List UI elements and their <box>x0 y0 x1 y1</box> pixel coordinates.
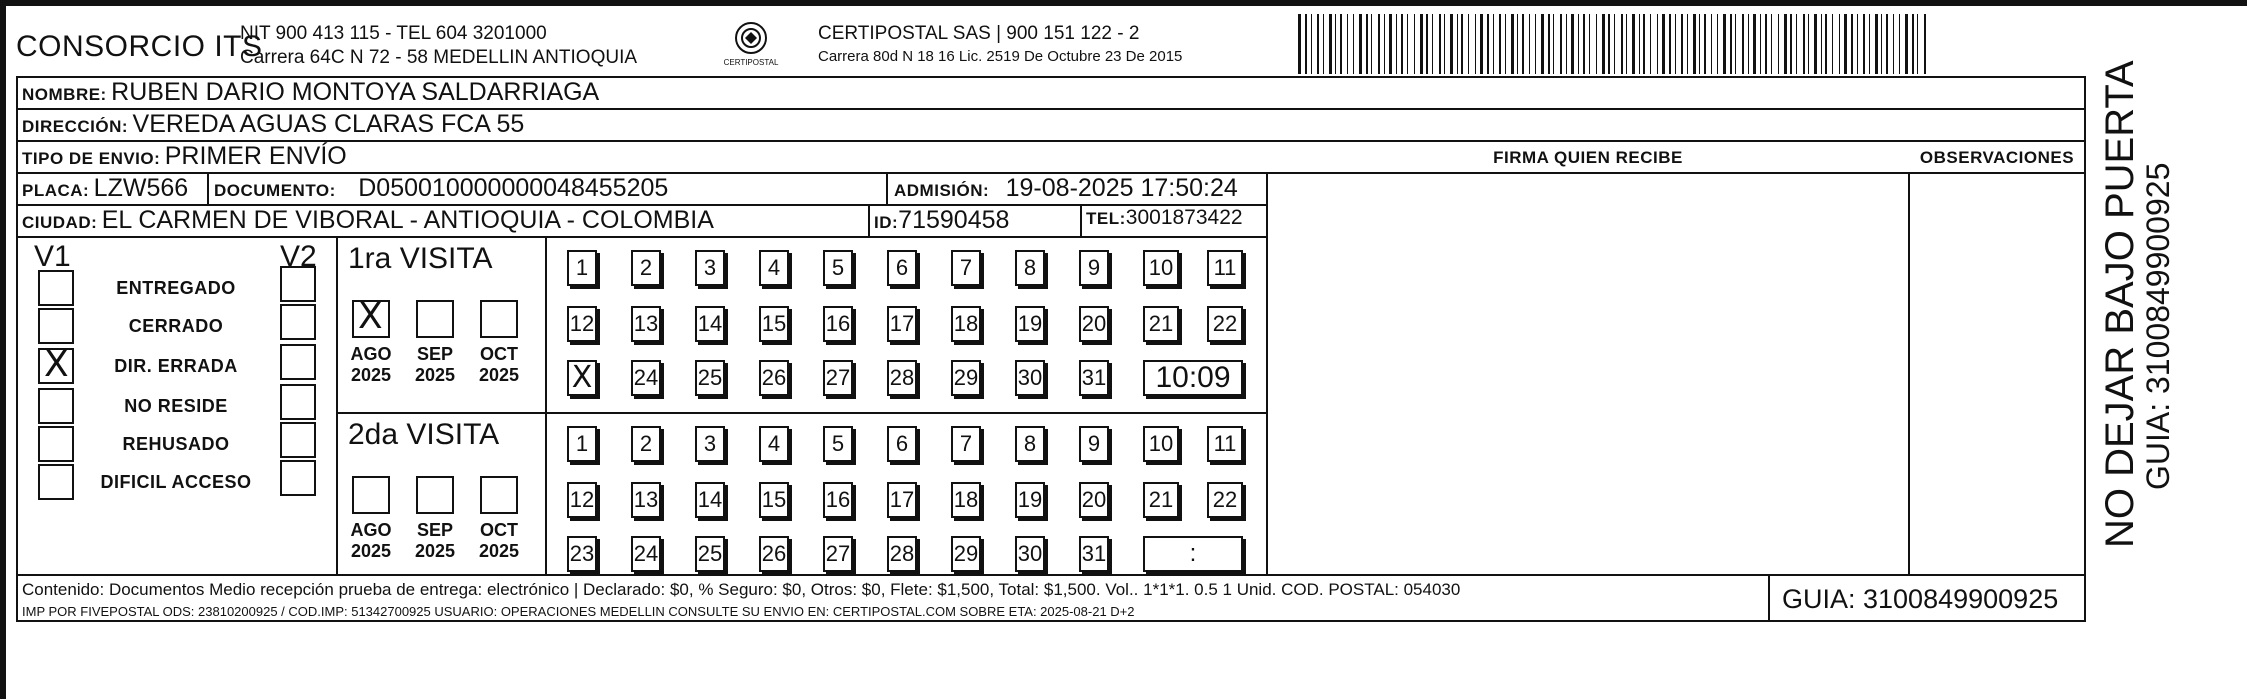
carrier-info: CERTIPOSTAL SAS | 900 151 122 - 2 <box>818 23 1140 44</box>
guia-side: GUIA: 3100849900925 <box>2140 162 2176 490</box>
no-dejar-notice: NO DEJAR BAJO PUERTA <box>2098 60 2142 548</box>
day-box[interactable]: 31 <box>1079 360 1109 396</box>
day-box[interactable]: 9 <box>1079 426 1109 462</box>
day-box[interactable]: 30 <box>1015 360 1045 396</box>
month-checkbox[interactable] <box>480 300 518 338</box>
admision-value: 19-08-2025 17:50:24 <box>1005 174 1238 202</box>
day-box[interactable]: X <box>567 360 597 396</box>
day-box[interactable]: 14 <box>695 306 725 342</box>
day-box[interactable]: 16 <box>823 482 853 518</box>
day-box[interactable]: 22 <box>1207 306 1243 342</box>
company-name: CONSORCIO ITS <box>16 30 263 63</box>
month-checkbox[interactable] <box>416 476 454 514</box>
month-label: AGO <box>350 344 392 364</box>
month-caption <box>343 344 399 386</box>
tipo-envio-field: TIPO DE ENVIO: PRIMER ENVÍO <box>22 142 347 170</box>
tel-value: 3001873422 <box>1125 206 1243 229</box>
day-box[interactable]: 26 <box>759 536 789 572</box>
day-box[interactable]: 22 <box>1207 482 1243 518</box>
direccion-field: DIRECCIÓN: VEREDA AGUAS CLARAS FCA 55 <box>22 110 525 138</box>
day-box[interactable]: 24 <box>631 536 661 572</box>
barcode <box>1298 14 1930 74</box>
documento-field: DOCUMENTO: D050010000000048455205 <box>214 174 669 202</box>
v2-header: V2 <box>280 240 317 273</box>
month-label: OCT <box>480 344 518 364</box>
month-label: OCT <box>480 520 518 540</box>
day-box[interactable]: 11 <box>1207 426 1243 462</box>
day-box[interactable]: 20 <box>1079 482 1109 518</box>
month-caption <box>471 344 527 386</box>
day-box[interactable]: 27 <box>823 360 853 396</box>
day-box[interactable]: 26 <box>759 360 789 396</box>
check-mark-icon: X <box>44 344 69 385</box>
status-label: DIR. ERRADA <box>114 356 238 376</box>
day-box[interactable]: 14 <box>695 482 725 518</box>
month-caption <box>343 520 399 562</box>
day-box[interactable]: 8 <box>1015 250 1045 286</box>
day-box[interactable]: 19 <box>1015 482 1045 518</box>
day-box[interactable]: 10 <box>1143 426 1179 462</box>
day-box[interactable]: 7 <box>951 250 981 286</box>
month-label: SEP <box>416 344 454 364</box>
day-box[interactable]: 24 <box>631 360 661 396</box>
v1-header: V1 <box>34 240 71 273</box>
day-box[interactable]: 18 <box>951 482 981 518</box>
day-box[interactable]: 29 <box>951 536 981 572</box>
month-caption <box>407 344 463 386</box>
day-box[interactable]: 30 <box>1015 536 1045 572</box>
day-box[interactable]: 17 <box>887 306 917 342</box>
status-label: ENTREGADO <box>116 278 236 298</box>
month-label: AGO <box>350 520 392 540</box>
id-value: 71590458 <box>898 206 1010 234</box>
v2-checkbox[interactable] <box>280 384 316 420</box>
carrier-address: Carrera 80d N 18 16 Lic. 2519 De Octubre 23 De 2015 <box>818 48 1183 65</box>
guia-footer: GUIA: 3100849900925 <box>1782 584 2059 614</box>
day-box[interactable]: 19 <box>1015 306 1045 342</box>
year-label: 2025 <box>414 365 456 385</box>
nombre-value: RUBEN DARIO MONTOYA SALDARRIAGA <box>111 78 600 106</box>
year-label: 2025 <box>478 365 520 385</box>
company-nit: NIT 900 413 115 - TEL 604 3201000 <box>240 23 547 44</box>
day-box[interactable]: 15 <box>759 482 789 518</box>
month-caption <box>471 520 527 562</box>
placa-value: LZW566 <box>93 174 189 202</box>
tel-field: TEL:3001873422 <box>1086 206 1243 229</box>
status-label: REHUSADO <box>122 434 230 454</box>
day-box[interactable]: 2 <box>631 250 661 286</box>
v2-checkbox[interactable] <box>280 304 316 340</box>
status-label: CERRADO <box>128 316 224 336</box>
visit-title: 2da VISITA <box>348 418 500 451</box>
imp-text: IMP POR FIVEPOSTAL ODS: 23810200925 / COD.IMP: 51342700925 USUARIO: OPERACIONES MEDELLIN CONSULTE SU ENVIO EN: CERTIPOSTAL.COM SOBRE ETA: 2025-08-21 D+2 <box>22 604 1135 619</box>
v2-checkbox[interactable] <box>280 344 316 380</box>
day-box[interactable]: 23 <box>567 536 597 572</box>
day-box[interactable]: 31 <box>1079 536 1109 572</box>
status-label: DIFICIL ACCESO <box>100 472 252 492</box>
day-box[interactable]: 29 <box>951 360 981 396</box>
company-address: Carrera 64C N 72 - 58 MEDELLIN ANTIOQUIA <box>240 47 638 68</box>
v1-checkbox[interactable] <box>38 388 74 424</box>
month-checkbox[interactable] <box>352 476 390 514</box>
day-box[interactable]: 3 <box>695 426 725 462</box>
day-box[interactable]: 8 <box>1015 426 1045 462</box>
v2-checkbox[interactable] <box>280 266 316 302</box>
day-box[interactable]: 13 <box>631 482 661 518</box>
delivery-form <box>16 76 2086 622</box>
day-box[interactable]: 21 <box>1143 482 1179 518</box>
day-box[interactable]: 6 <box>887 426 917 462</box>
left-border <box>0 0 6 699</box>
month-caption <box>407 520 463 562</box>
day-box[interactable]: 2 <box>631 426 661 462</box>
top-border <box>0 0 2247 6</box>
day-box[interactable]: 15 <box>759 306 789 342</box>
firma-header: FIRMA QUIEN RECIBE <box>1493 148 1683 167</box>
day-box[interactable]: 25 <box>695 536 725 572</box>
admision-field: ADMISIÓN: 19-08-2025 17:50:24 <box>894 174 1238 202</box>
status-label: NO RESIDE <box>124 396 228 416</box>
day-box[interactable]: 6 <box>887 250 917 286</box>
day-box[interactable]: 17 <box>887 482 917 518</box>
day-box[interactable]: 18 <box>951 306 981 342</box>
day-box[interactable]: 10 <box>1143 250 1179 286</box>
month-checkbox[interactable] <box>416 300 454 338</box>
day-box[interactable]: 1 <box>567 250 597 286</box>
year-label: 2025 <box>478 541 520 561</box>
placa-field: PLACA: LZW566 <box>22 174 189 202</box>
time-box[interactable]: : <box>1143 536 1243 572</box>
day-box[interactable]: 12 <box>567 306 597 342</box>
v2-checkbox[interactable] <box>280 422 316 458</box>
day-box[interactable]: 28 <box>887 360 917 396</box>
day-box[interactable]: 7 <box>951 426 981 462</box>
visit-title: 1ra VISITA <box>348 242 493 275</box>
contenido-text: Contenido: Documentos Medio recepción prueba de entrega: electrónico | Declarado: $0, % Seguro: $0, Otros: $0, Flete: $1,500, Total: $1,500. Vol.. 1*1*1. 0.5 1 Unid. COD. POSTAL: 054030 <box>22 580 1461 599</box>
direccion-value: VEREDA AGUAS CLARAS FCA 55 <box>132 110 525 138</box>
year-label: 2025 <box>350 365 392 385</box>
seal-caption: CERTIPOSTAL <box>723 58 779 67</box>
v1-checkbox[interactable] <box>38 270 74 306</box>
ciudad-value: EL CARMEN DE VIBORAL - ANTIOQUIA - COLOMBIA <box>101 206 714 234</box>
check-mark-icon: X <box>358 296 383 337</box>
day-box[interactable]: 20 <box>1079 306 1109 342</box>
day-box[interactable]: 9 <box>1079 250 1109 286</box>
day-box[interactable]: 16 <box>823 306 853 342</box>
day-box[interactable]: 5 <box>823 426 853 462</box>
month-checkbox[interactable] <box>480 476 518 514</box>
day-box[interactable]: 3 <box>695 250 725 286</box>
v1-checkbox[interactable] <box>38 308 74 344</box>
nombre-field: NOMBRE: RUBEN DARIO MONTOYA SALDARRIAGA <box>22 78 600 106</box>
day-box[interactable]: 28 <box>887 536 917 572</box>
day-box[interactable]: 5 <box>823 250 853 286</box>
v1-checkbox[interactable] <box>38 344 74 385</box>
id-field: ID:71590458 <box>874 206 1010 234</box>
time-box[interactable]: 10:09 <box>1143 360 1243 396</box>
v1-checkbox[interactable] <box>38 464 74 500</box>
v1-checkbox[interactable] <box>38 426 74 462</box>
day-box[interactable]: 25 <box>695 360 725 396</box>
day-box[interactable]: 27 <box>823 536 853 572</box>
day-box[interactable]: 4 <box>759 426 789 462</box>
observaciones-header: OBSERVACIONES <box>1919 148 2075 167</box>
year-label: 2025 <box>350 541 392 561</box>
day-box[interactable]: 21 <box>1143 306 1179 342</box>
month-label: SEP <box>416 520 454 540</box>
month-checkbox[interactable] <box>352 296 390 338</box>
day-box[interactable]: 11 <box>1207 250 1243 286</box>
ciudad-field: CIUDAD: EL CARMEN DE VIBORAL - ANTIOQUIA - COLOMBIA <box>22 206 714 234</box>
day-box[interactable]: 13 <box>631 306 661 342</box>
day-box[interactable]: 12 <box>567 482 597 518</box>
tipo-envio-value: PRIMER ENVÍO <box>164 142 347 170</box>
v2-checkbox[interactable] <box>280 460 316 496</box>
documento-value: D050010000000048455205 <box>358 174 669 202</box>
day-box[interactable]: 4 <box>759 250 789 286</box>
day-box[interactable]: 1 <box>567 426 597 462</box>
year-label: 2025 <box>414 541 456 561</box>
